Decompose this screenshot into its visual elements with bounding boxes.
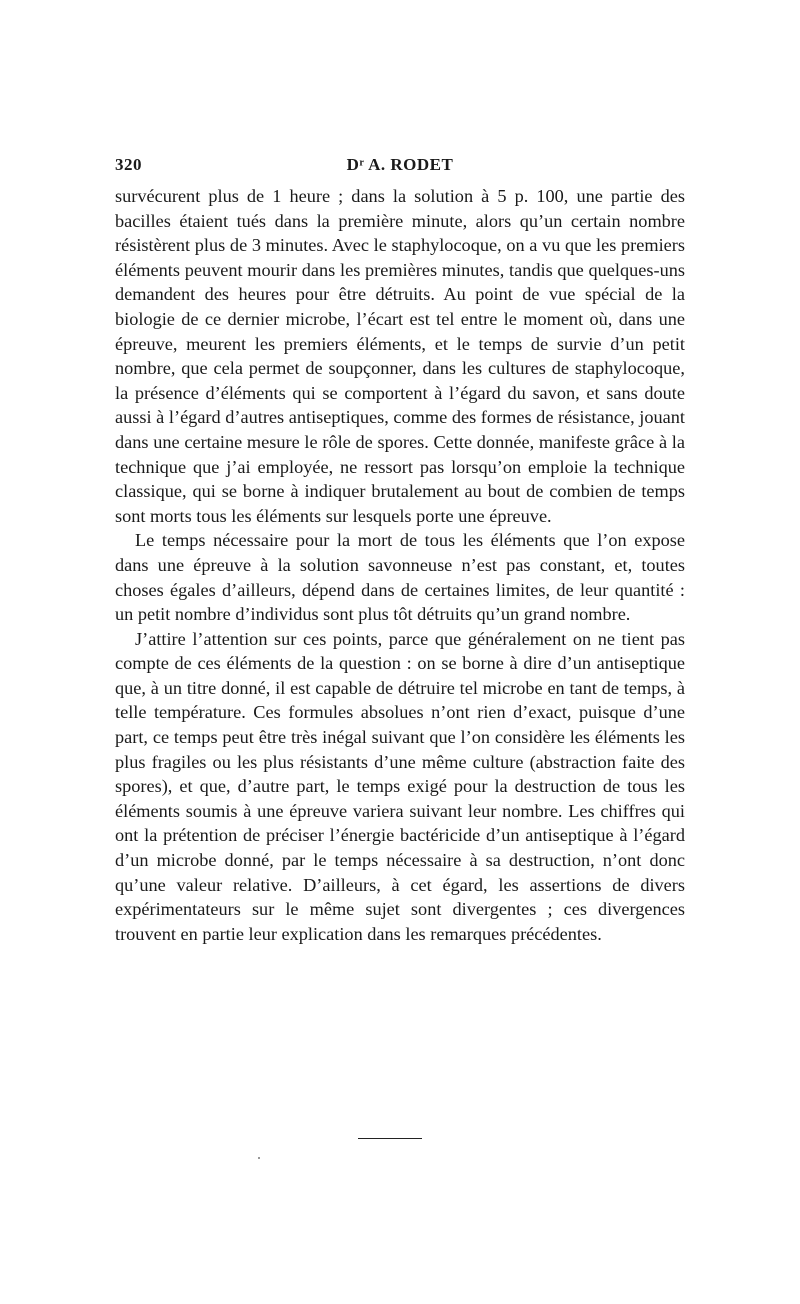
paragraph-continuation: survécurent plus de 1 heure ; dans la solution à 5 p. 100, une partie des bacilles étaient tués dans la première minute, alors qu’un certain nombre résistèrent plus de 3 minutes. Avec le staphylocoque, on a vu que les premiers éléments peuvent mourir dans les premières minutes, tandis que quelques-uns demandent des heures pour être détruits. Au point de vue spécial de la biologie de ce dernier microbe, l’écart est tel entre le moment où, dans une épreuve, meurent les premiers éléments, et le temps de survie d’un petit nombre, que cela permet de soupçonner, dans les cultures de staphylocoque, la présence d’éléments qui se comportent à l’égard du savon, et sans doute aussi à l’égard d’autres antiseptiques, comme des formes de résistance, jouant dans une certaine mesure le rôle de spores. Cette donnée, manifeste grâce à la technique que j’ai employée, ne ressort pas lorsqu’on emploie la technique classique, qui se borne à indiquer brutalement au bout de combien de temps sont morts tous les éléments sur lesquels porte une épreuve. [115, 186, 685, 526]
section-end-rule [358, 1138, 422, 1139]
header-title: Dʳ A. RODET [346, 155, 454, 174]
paragraph-temps-necessaire: Le temps nécessaire pour la mort de tous les éléments que l’on expose dans une épreuve à la solution savonneuse n’est pas constant, et, toutes choses égales d’ailleurs, dépend dans de certaines limites, de leur quantité : un petit nombre d’individus sont plus tôt détruits qu’un grand nombre. [115, 530, 685, 625]
paragraph-attention-points: J’attire l’attention sur ces points, parce que généralement on ne tient pas compte de ces éléments de la question : on se borne à dire d’un antiseptique que, à un titre donné, il est capable de détruire tel microbe en tant de temps, à telle température. Ces formules absolues n’ont rien d’exact, puisque d’une part, ce temps peut être très inégal suivant que l’on considère les éléments les plus fragiles ou les plus résistants d’une même culture (abstraction faite des spores), et que, d’autre part, le temps exigé pour la destruction de tous les éléments soumis à une épreuve variera suivant leur nombre. Les chiffres qui ont la prétention de préciser l’énergie bactéricide d’un antiseptique à l’égard d’un microbe donné, par le temps nécessaire à sa destruction, n’ont donc qu’une valeur relative. D’ailleurs, à cet égard, les assertions de divers expérimentateurs sur le même sujet sont divergentes ; ces divergences trouvent en partie leur explication dans les remarques précédentes. [115, 628, 685, 944]
running-head [115, 155, 685, 179]
page-number: 320 [115, 155, 142, 174]
print-speck [258, 1157, 260, 1159]
body-text [115, 184, 685, 946]
